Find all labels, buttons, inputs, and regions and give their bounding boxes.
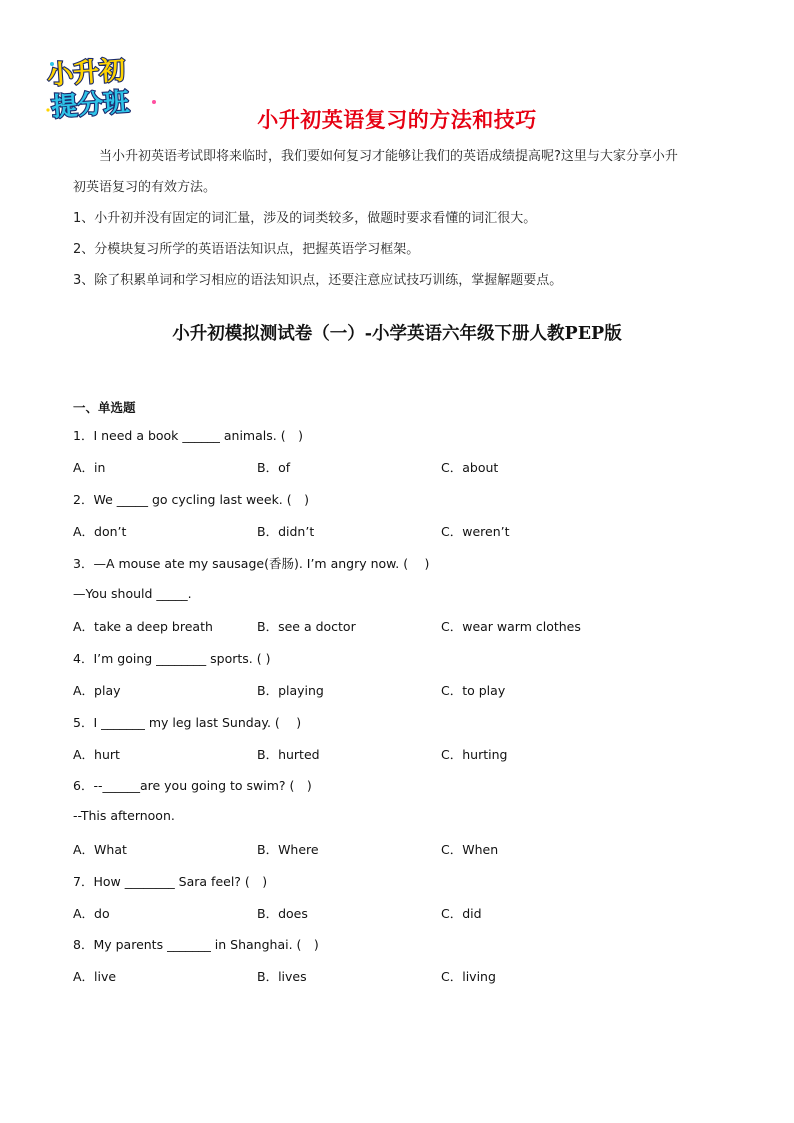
- option-b[interactable]: B．does: [257, 906, 308, 921]
- option-b[interactable]: B．see a doctor: [257, 619, 356, 634]
- question-7-options: [73, 904, 733, 922]
- question-6-stem: 6．--______are you going to swim? ( ): [73, 778, 312, 793]
- section-title: 一、单选题: [73, 400, 136, 415]
- option-c[interactable]: C．did: [441, 906, 482, 921]
- logo-text-line1: 小升初: [46, 55, 127, 91]
- option-c[interactable]: C．When: [441, 842, 499, 857]
- question-1-options: [73, 458, 733, 476]
- tip-2: 2、分模块复习所学的英语语法知识点，把握英语学习框架。: [73, 242, 420, 257]
- option-c[interactable]: C．about: [441, 460, 499, 475]
- option-a[interactable]: A．hurt: [73, 747, 120, 762]
- question-5-options: [73, 745, 733, 763]
- tip-1: 1、小升初并没有固定的词汇量，涉及的词类较多，做题时要求看懂的词汇很大。: [73, 211, 537, 226]
- question-5-stem: 5．I _______ my leg last Sunday. ( ): [73, 715, 302, 730]
- question-3-options: [73, 617, 733, 635]
- option-a[interactable]: A．in: [73, 460, 106, 475]
- option-a[interactable]: A．don’t: [73, 524, 127, 539]
- question-4-stem: 4．I’m going ________ sports. ( ): [73, 651, 271, 666]
- question-2-options: [73, 522, 733, 540]
- question-6-options: [73, 840, 733, 858]
- option-b[interactable]: B．of: [257, 460, 291, 475]
- option-a[interactable]: A．live: [73, 969, 117, 984]
- option-c[interactable]: C．living: [441, 969, 496, 984]
- option-c[interactable]: C．hurting: [441, 747, 508, 762]
- question-8-options: [73, 967, 733, 985]
- exam-title: 小升初模拟测试卷（一）-小学英语六年级下册人教PEP版: [172, 324, 622, 344]
- question-8-stem: 8．My parents _______ in Shanghai. ( ): [73, 937, 319, 952]
- option-c[interactable]: C．wear warm clothes: [441, 619, 581, 634]
- option-b[interactable]: B．Where: [257, 842, 319, 857]
- question-7-stem: 7．How ________ Sara feel? ( ): [73, 874, 268, 889]
- question-4-options: [73, 681, 733, 699]
- option-b[interactable]: B．didn’t: [257, 524, 315, 539]
- option-c[interactable]: C．to play: [441, 683, 506, 698]
- tip-3: 3、除了积累单词和学习相应的语法知识点，还要注意应试技巧训练，掌握解题要点。: [73, 273, 563, 288]
- option-a[interactable]: A．play: [73, 683, 121, 698]
- intro-paragraph-continued: 初英语复习的有效方法。: [73, 180, 217, 195]
- question-3-stem-reply: —You should _____.: [73, 586, 192, 601]
- option-b[interactable]: B．lives: [257, 969, 307, 984]
- intro-section: [73, 141, 733, 296]
- option-a[interactable]: A．do: [73, 906, 110, 921]
- question-3-stem: 3．—A mouse ate my sausage(香肠). I’m angry now. ( ): [73, 556, 430, 571]
- option-b[interactable]: B．hurted: [257, 747, 320, 762]
- option-c[interactable]: C．weren’t: [441, 524, 510, 539]
- option-a[interactable]: A．take a deep breath: [73, 619, 213, 634]
- option-a[interactable]: A．What: [73, 842, 127, 857]
- option-b[interactable]: B．playing: [257, 683, 324, 698]
- question-2-stem: 2．We _____ go cycling last week. ( ): [73, 492, 310, 507]
- page-title: 小升初英语复习的方法和技巧: [257, 108, 537, 132]
- logo-text-line2: 提分班: [50, 87, 131, 123]
- question-1-stem: 1．I need a book ______ animals. ( ): [73, 428, 303, 443]
- question-6-stem-reply: --This afternoon.: [73, 808, 175, 823]
- intro-paragraph: 当小升初英语考试即将来临时，我们要如何复习才能够让我们的英语成绩提高呢?这里与大家分享小升: [99, 149, 678, 164]
